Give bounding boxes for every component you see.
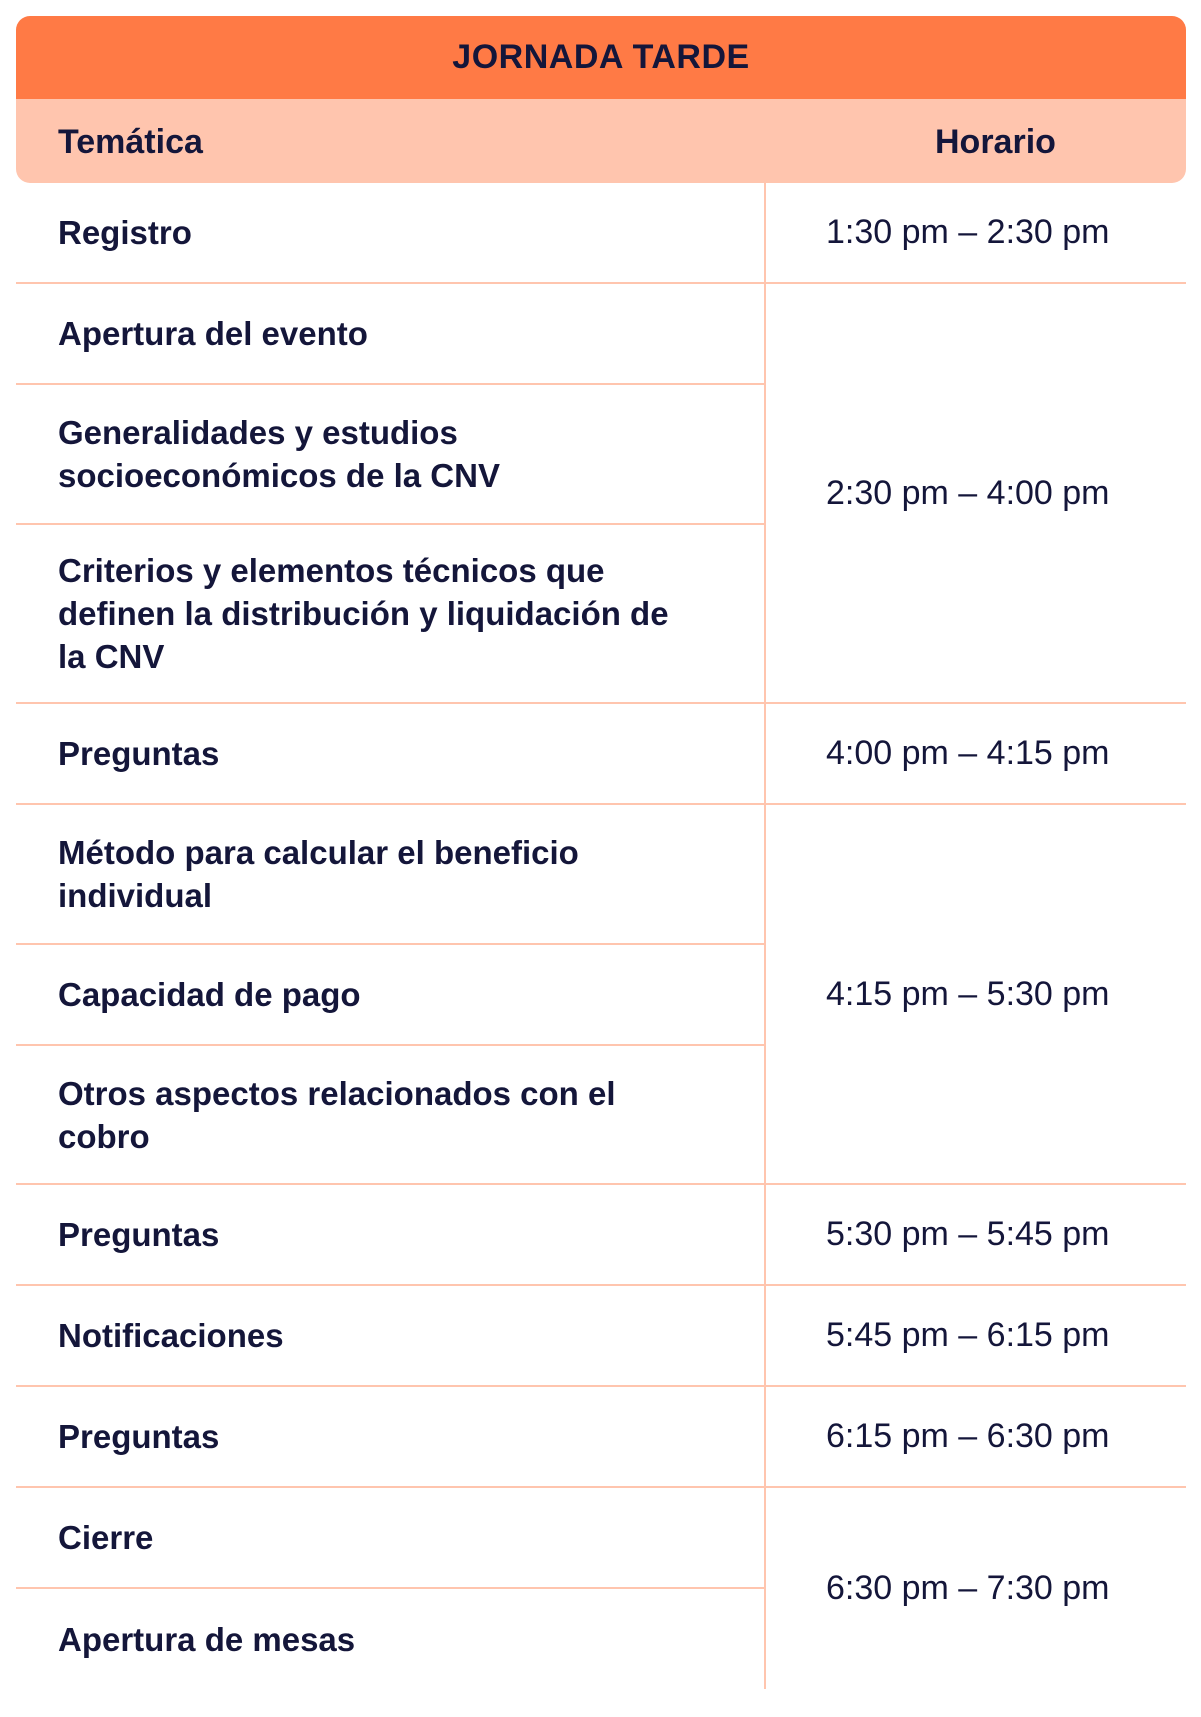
table-row bbox=[16, 283, 1186, 384]
topic-cell: Capacidad de pago bbox=[16, 944, 765, 1045]
column-header-time: Horario bbox=[935, 123, 1056, 161]
schedule-table bbox=[16, 183, 1186, 1689]
time-cell: 4:15 pm – 5:30 pm bbox=[765, 804, 1186, 1184]
time-cell: 5:30 pm – 5:45 pm bbox=[765, 1184, 1186, 1285]
time-cell: 2:30 pm – 4:00 pm bbox=[765, 283, 1186, 703]
topic-cell: Apertura de mesas bbox=[16, 1588, 765, 1689]
topic-cell: Cierre bbox=[16, 1487, 765, 1588]
schedule-title-bar bbox=[16, 16, 1186, 99]
table-row bbox=[16, 1184, 1186, 1285]
table-header bbox=[16, 99, 1186, 183]
time-cell: 4:00 pm – 4:15 pm bbox=[765, 703, 1186, 804]
time-cell: 1:30 pm – 2:30 pm bbox=[765, 183, 1186, 283]
table-row bbox=[16, 804, 1186, 944]
schedule-title: JORNADA TARDE bbox=[452, 38, 750, 76]
time-cell: 6:15 pm – 6:30 pm bbox=[765, 1386, 1186, 1487]
topic-cell: Apertura del evento bbox=[16, 283, 765, 384]
topic-cell: Método para calcular el beneficio individual bbox=[16, 804, 765, 944]
column-header-topic: Temática bbox=[58, 123, 203, 161]
topic-cell: Notificaciones bbox=[16, 1285, 765, 1386]
table-row bbox=[16, 703, 1186, 804]
schedule-card bbox=[16, 16, 1186, 1689]
topic-cell: Preguntas bbox=[16, 1386, 765, 1487]
topic-cell: Preguntas bbox=[16, 1184, 765, 1285]
topic-cell: Registro bbox=[16, 183, 765, 283]
topic-cell: Generalidades y estudios socioeconómicos de la CNV bbox=[16, 384, 765, 524]
table-row bbox=[16, 1285, 1186, 1386]
topic-cell: Criterios y elementos técnicos que definen la distribución y liquidación de la CNV bbox=[16, 524, 765, 703]
table-row bbox=[16, 1386, 1186, 1487]
time-cell: 5:45 pm – 6:15 pm bbox=[765, 1285, 1186, 1386]
topic-cell: Otros aspectos relacionados con el cobro bbox=[16, 1045, 765, 1184]
topic-cell: Preguntas bbox=[16, 703, 765, 804]
table-row bbox=[16, 1487, 1186, 1588]
time-cell: 6:30 pm – 7:30 pm bbox=[826, 1569, 1110, 1607]
table-row bbox=[16, 183, 1186, 283]
